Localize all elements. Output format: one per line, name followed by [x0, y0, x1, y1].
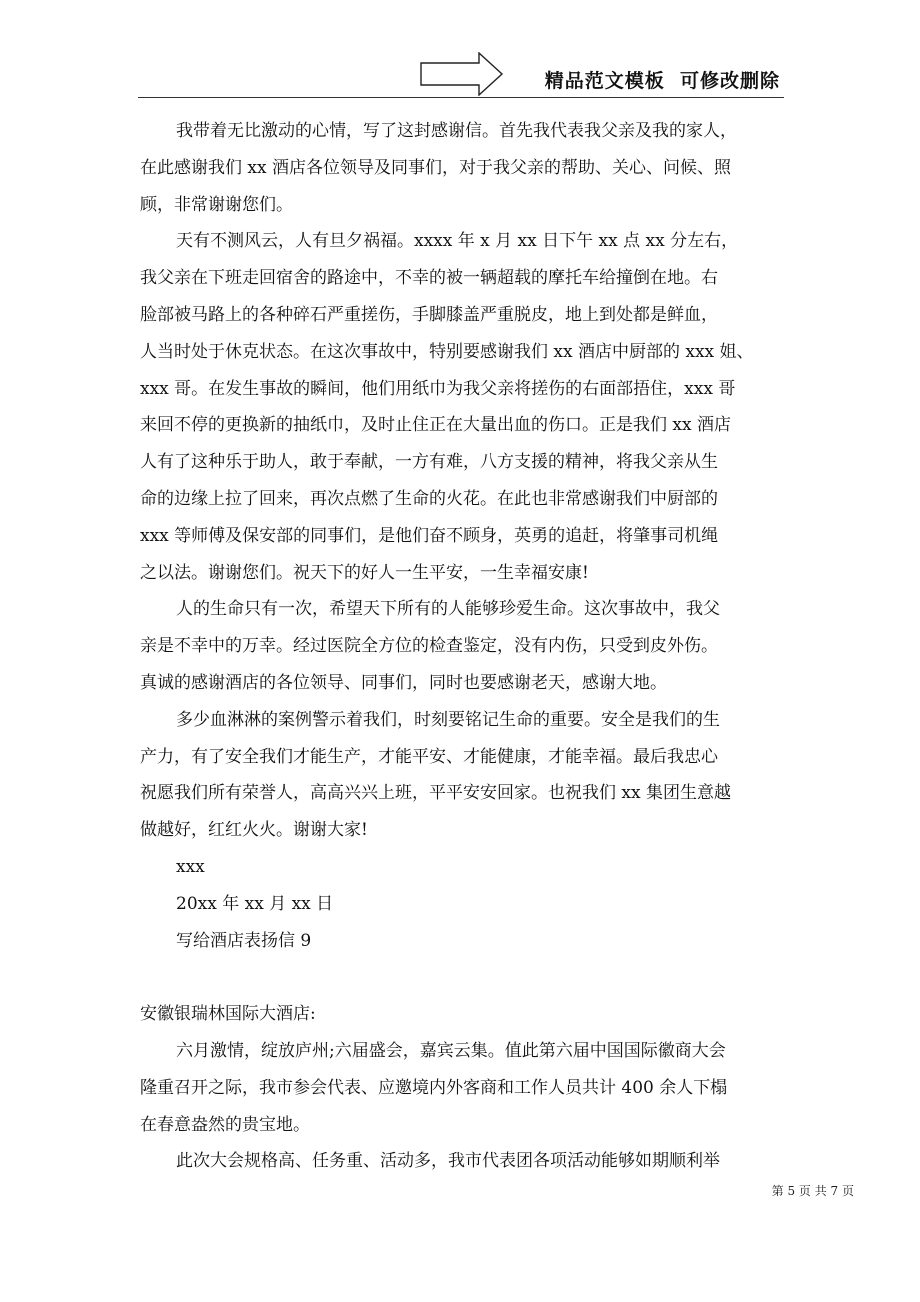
- text-line: 隆重召开之际，我市参会代表、应邀境内外客商和工作人员共计 400 余人下榻: [140, 1077, 728, 1098]
- salutation: 安徽银瑞林国际大酒店:: [140, 1004, 316, 1025]
- text-line: 脸部被马路上的各种碎石严重搓伤，手脚膝盖严重脱皮，地上到处都是鲜血，: [140, 304, 718, 325]
- page-header: [138, 50, 784, 98]
- text-line: 在春意盎然的贵宝地。: [140, 1114, 310, 1135]
- section-heading: 写给酒店表扬信 9: [176, 930, 312, 951]
- header-title: 精品范文模板 可修改删除: [544, 70, 780, 92]
- text-line: 命的边缘上拉了回来，再次点燃了生命的火花。在此也非常感谢我们中厨部的: [140, 488, 718, 509]
- blank-line: [140, 959, 788, 996]
- document-body: [140, 113, 788, 1180]
- page-number: 第 5 页 共 7 页: [771, 1184, 854, 1198]
- text-line: 来回不停的更换新的抽纸巾，及时止住正在大量出血的伤口。正是我们 xx 酒店: [140, 415, 731, 436]
- text-line: 我带着无比激动的心情，写了这封感谢信。首先我代表我父亲及我的家人，: [176, 121, 737, 141]
- text-line: 真诚的感谢酒店的各位领导、同事们，同时也要感谢老天，感谢大地。: [140, 672, 667, 693]
- text-line: 之以法。谢谢您们。祝天下的好人一生平安，一生幸福安康!: [140, 562, 589, 583]
- text-line: xxx 等师傅及保安部的同事们，是他们奋不顾身，英勇的追赶，将肇事司机绳: [140, 525, 719, 546]
- text-line: 我父亲在下班走回宿舍的路途中，不幸的被一辆超载的摩托车给撞倒在地。右: [140, 268, 718, 289]
- text-line: 人的生命只有一次，希望天下所有的人能够珍爱生命。这次事故中，我父: [176, 599, 720, 620]
- text-line: 天有不测风云，人有旦夕祸福。xxxx 年 x 月 xx 日下午 xx 点 xx 分左右，: [176, 231, 739, 252]
- text-line: 多少血淋淋的案例警示着我们，时刻要铭记生命的重要。安全是我们的生: [176, 709, 720, 730]
- header-divider: [138, 97, 784, 98]
- signature-date: 20xx 年 xx 月 xx 日: [176, 893, 334, 914]
- text-line: 人有了这种乐于助人，敢于奉献，一方有难，八方支援的精神，将我父亲从生: [140, 452, 718, 473]
- signature-name: xxx: [176, 856, 205, 877]
- right-arrow-outline-icon: [420, 52, 504, 96]
- text-line: xxx 哥。在发生事故的瞬间，他们用纸巾为我父亲将搓伤的右面部捂住，xxx 哥: [140, 378, 736, 399]
- text-line: 顾，非常谢谢您们。: [140, 194, 293, 215]
- text-line: 六月激情，绽放庐州;六届盛会，嘉宾云集。值此第六届中国国际徽商大会: [176, 1040, 726, 1061]
- text-line: 亲是不幸中的万幸。经过医院全方位的检查鉴定，没有内伤，只受到皮外伤。: [140, 636, 718, 657]
- text-line: 人当时处于休克状态。在这次事故中，特别要感谢我们 xx 酒店中厨部的 xxx 姐、: [140, 341, 754, 362]
- text-line: 此次大会规格高、任务重、活动多，我市代表团各项活动能够如期顺利举: [176, 1151, 720, 1172]
- text-line: 产力，有了安全我们才能生产，才能平安、才能健康，才能幸福。最后我忠心: [140, 746, 718, 767]
- text-line: 祝愿我们所有荣誉人，高高兴兴上班，平平安安回家。也祝我们 xx 集团生意越: [140, 783, 731, 804]
- text-line: 做越好，红红火火。谢谢大家!: [140, 820, 368, 841]
- text-line: 在此感谢我们 xx 酒店各位领导及同事们，对于我父亲的帮助、关心、问候、照: [140, 157, 731, 178]
